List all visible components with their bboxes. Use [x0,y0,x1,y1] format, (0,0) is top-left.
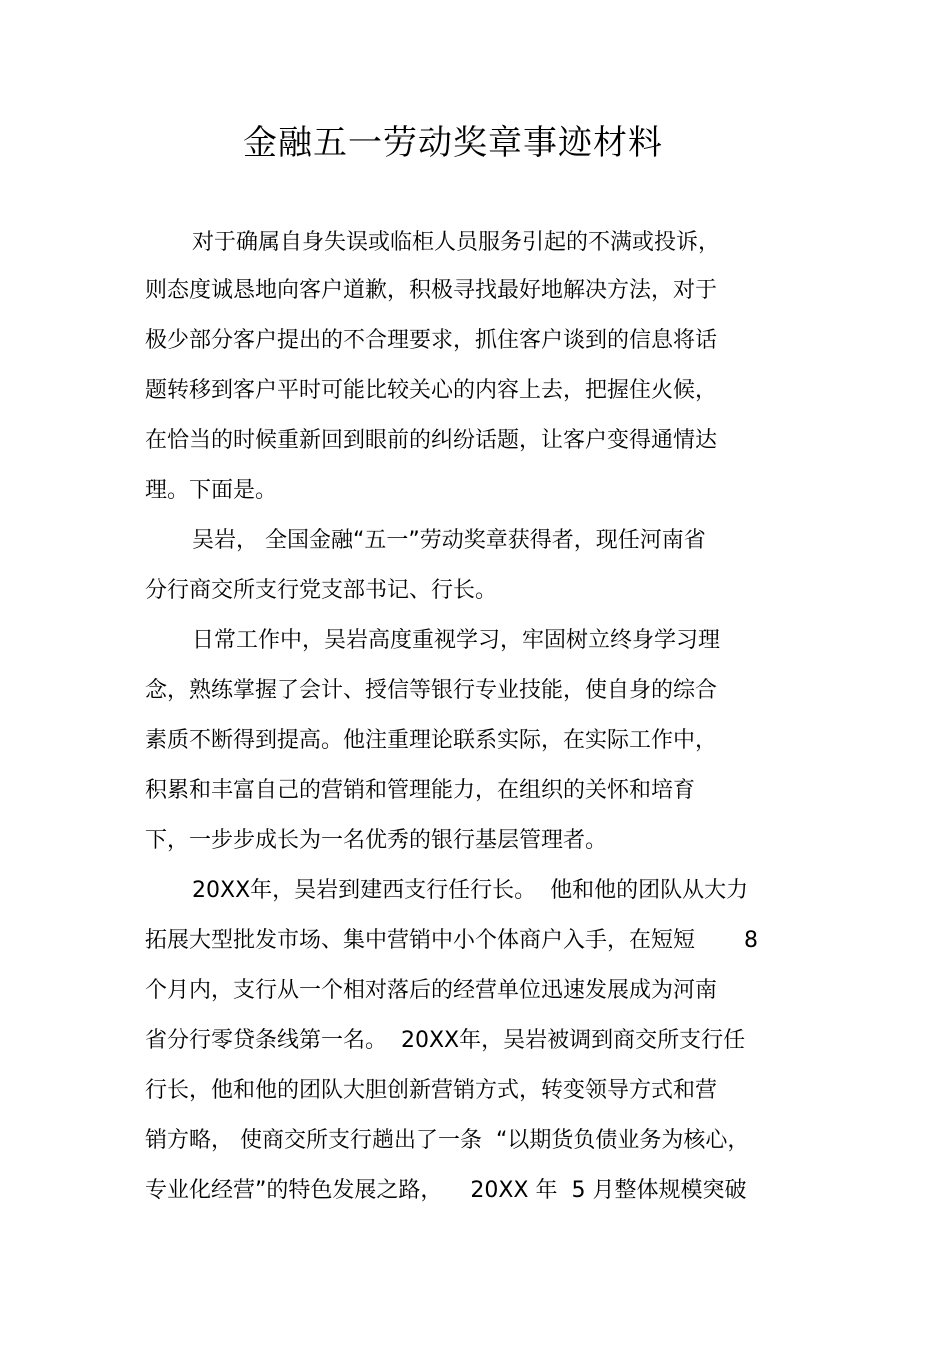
paragraph-line: 理。下面是。 [145,478,278,503]
paragraph-line: 20XX年，吴岩到建西支行任行长。 他和他的团队从大力 [192,878,749,903]
paragraph-line: 销方略， 使商交所支行趟出了一条 “以期货负债业务为核心， [145,1128,750,1153]
document-title: 金融五一劳动奖章事迹材料 [243,123,663,163]
paragraph-line: 日常工作中，吴岩高度重视学习，牢固树立终身学习理 [192,628,721,653]
paragraph-line: 积累和丰富自己的营销和管理能力，在组织的关怀和培育 [145,778,696,803]
paragraph-line: 拓展大型批发市场、集中营销中小个体商户入手，在短短 8 [145,928,758,953]
paragraph-line: 下，一步步成长为一名优秀的银行基层管理者。 [145,828,608,853]
paragraph-line: 吴岩， 全国金融“五一”劳动奖章获得者，现任河南省 [192,528,706,553]
paragraph-line: 素质不断得到提高。他注重理论联系实际，在实际工作中， [145,728,718,753]
paragraph-line: 行长，他和他的团队大胆创新营销方式，转变领导方式和营 [145,1078,718,1103]
paragraph-line: 分行商交所支行党支部书记、行长。 [145,578,498,603]
paragraph-line: 题转移到客户平时可能比较关心的内容上去，把握住火候， [145,378,718,403]
paragraph-line: 念，熟练掌握了会计、授信等银行专业技能，使自身的综合 [145,678,718,703]
paragraph-line: 对于确属自身失误或临柜人员服务引起的不满或投诉， [192,230,721,255]
paragraph-line: 极少部分客户提出的不合理要求，抓住客户谈到的信息将话 [145,328,718,353]
paragraph-line: 省分行零贷条线第一名。 20XX年，吴岩被调到商交所支行任 [145,1028,746,1053]
paragraph-line: 则态度诚恳地向客户道歉，积极寻找最好地解决方法，对于 [145,278,718,303]
paragraph-line: 个月内，支行从一个相对落后的经营单位迅速发展成为河南 [145,978,718,1003]
paragraph-line: 专业化经营”的特色发展之路， 20XX 年 5 月整体规模突破 [145,1178,747,1203]
paragraph-line: 在恰当的时候重新回到眼前的纠纷话题，让客户变得通情达 [145,428,718,453]
